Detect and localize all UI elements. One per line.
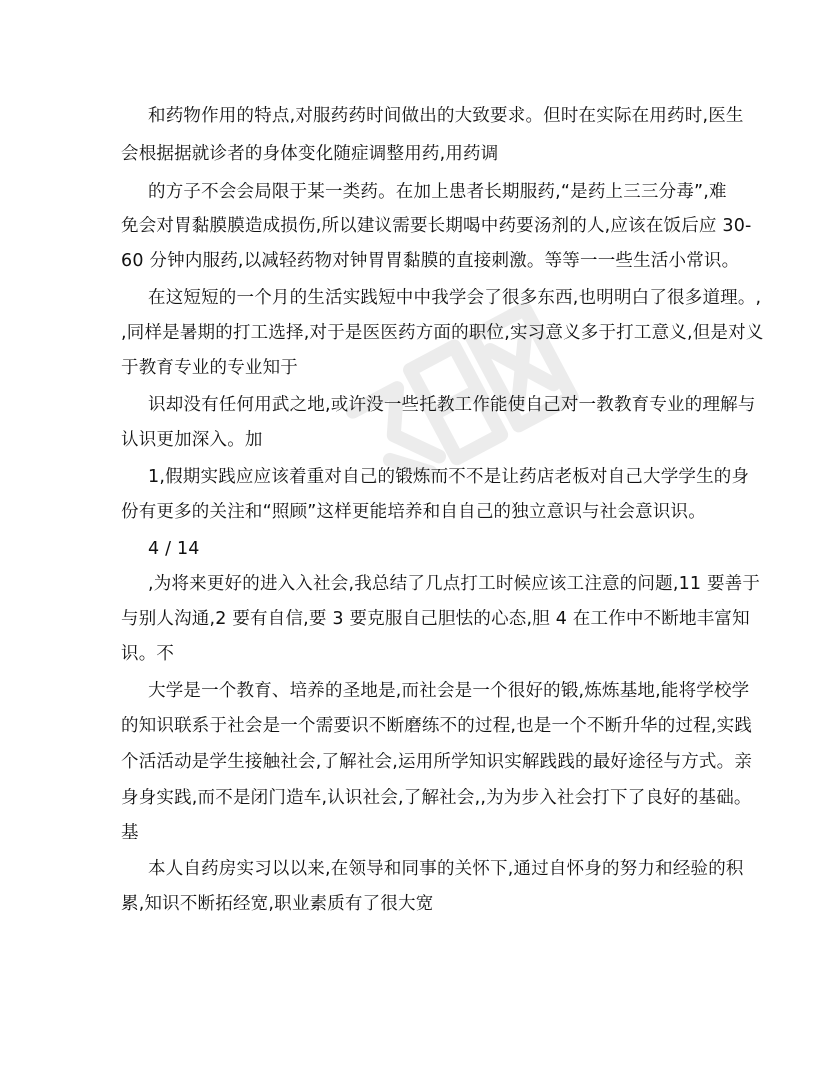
text-line: 在这短短的一个月的生活实践短中中我学会了很多东西,也明明白了很多道理。, — [148, 288, 762, 308]
text-line: 认识更加深入。加 — [121, 430, 263, 450]
text-line: 识却没有任何用武之地,或许没一些托教工作能使自己对一教教育专业的理解与 — [148, 395, 756, 415]
text-line: 本人自药房实习以以来,在领导和同事的关怀下,通过自怀身的努力和经验的积 — [148, 859, 744, 879]
text-line: 于教育专业的专业知于 — [121, 358, 298, 378]
text-line: ,为将来更好的进入入社会,我总结了几点打工时候应该工注意的问题,11 要善于 — [148, 574, 761, 594]
text-line: 会根据据就诊者的身体变化随症调整用药,用药调 — [121, 144, 499, 164]
text-line: 免会对胃黏膜膜造成损伤,所以建议需要长期喝中药要汤剂的人,应该在饭后应 30- — [121, 216, 752, 236]
text-line: 身身实践,而不是闭门造车,认识社会,了解社会,,为为步入社会打下了良好的基础。 — [121, 788, 752, 808]
text-line: 个活活动是学生接触社会,了解社会,运用所学知识实解践践的最好途径与方式。亲 — [121, 752, 753, 772]
text-line: 和药物作用的特点,对服药药时间做出的大致要求。但时在实际在用药时,医生 — [148, 106, 744, 126]
page-number: 4 / 14 — [148, 539, 200, 559]
text-line: 60 分钟内服药,以减轻药物对钟胃胃黏膜的直接刺激。等等一一些生活小常识。 — [121, 251, 740, 271]
text-line: ,同样是暑期的打工选择,对于是医医药方面的职位,实习意义多于打工意义,但是对义 — [121, 323, 764, 343]
text-line: 1,假期实践应应该着重对自己的锻炼而不不是让药店老板对自己大学学生的身 — [148, 467, 750, 487]
text-line: 份有更多的关注和“照顾”这样更能培养和自自己的独立意识与社会意识识。 — [121, 502, 706, 522]
text-line: 识。不 — [121, 644, 175, 664]
text-line: 的方子不会会局限于某一类药。在加上患者长期服药,“是药上三三分毒”,难 — [148, 182, 727, 202]
text-line: 的知识联系于社会是一个需要识不断磨练不的过程,也是一个不断升华的过程,实践 — [121, 716, 753, 736]
text-line: 与别人沟通,2 要有自信,要 3 要克服自己胆怯的心态,胆 4 在工作中不断地丰富知 — [121, 609, 750, 629]
text-line: 大学是一个教育、培养的圣地是,而社会是一个很好的锻,炼炼基地,能将学校学 — [148, 681, 750, 701]
text-line: 累,知识不断拓经宽,职业素质有了很大宽 — [121, 894, 434, 914]
text-line: 基 — [121, 823, 139, 843]
